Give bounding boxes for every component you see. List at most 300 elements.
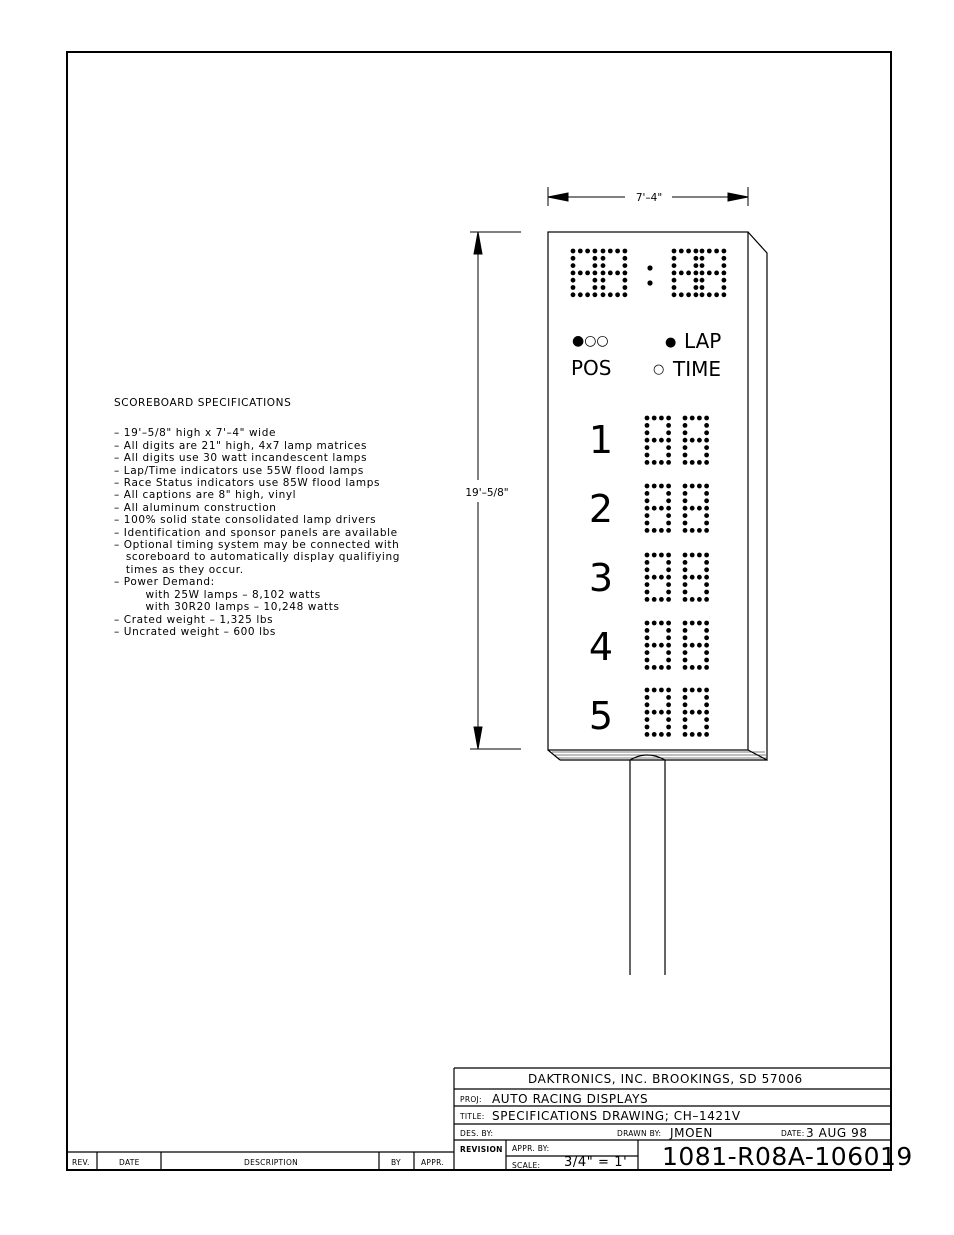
lamp-dot	[672, 249, 677, 254]
lamp-dot	[704, 430, 709, 435]
lamp-dot	[690, 528, 695, 533]
lamp-dot	[666, 423, 671, 428]
lamp-dot	[601, 292, 606, 297]
lamp-dot	[601, 271, 606, 276]
lamp-dot	[601, 278, 606, 283]
lamp-dot	[704, 460, 709, 465]
lamp-dot	[690, 506, 695, 511]
specification-line: – All aluminum construction	[114, 501, 277, 514]
lamp-dot	[704, 582, 709, 587]
lamp-dot	[623, 271, 628, 276]
lamp-dot	[585, 249, 590, 254]
lamp-dot	[666, 621, 671, 626]
lamp-dot	[652, 484, 657, 489]
lamp-dot	[666, 725, 671, 730]
lamp-dot	[623, 249, 628, 254]
lamp-dot	[683, 590, 688, 595]
lamp-dot	[645, 732, 650, 737]
date-label: DATE:	[781, 1129, 805, 1138]
lamp-dot	[659, 484, 664, 489]
specification-line: – 100% solid state consolidated lamp drivers	[114, 514, 377, 527]
lamp-dot	[666, 438, 671, 443]
lamp-dot	[666, 590, 671, 595]
lamp-dot	[666, 695, 671, 700]
lamp-dot	[704, 590, 709, 595]
lamp-dot	[683, 582, 688, 587]
lamp-dot	[704, 498, 709, 503]
lamp-dot	[704, 621, 709, 626]
lamp-dot	[659, 528, 664, 533]
lamp-dot	[722, 292, 727, 297]
lamp-dot	[659, 665, 664, 670]
lamp-dot	[690, 665, 695, 670]
by-column-header: BY	[391, 1158, 401, 1167]
lamp-dot	[683, 702, 688, 707]
lamp-dot	[666, 553, 671, 558]
lamp-dot	[697, 553, 702, 558]
lamp-dot	[645, 438, 650, 443]
lamp-dot	[645, 688, 650, 693]
lamp-dot	[704, 453, 709, 458]
lamp-dot	[659, 597, 664, 602]
time-caption: TIME	[673, 357, 722, 381]
lamp-dot	[683, 575, 688, 580]
lamp-dot	[683, 560, 688, 565]
lamp-dot	[652, 597, 657, 602]
lamp-dot	[683, 597, 688, 602]
lamp-dot	[679, 292, 684, 297]
lamp-dot	[714, 292, 719, 297]
lamp-dot	[652, 643, 657, 648]
lamp-dot	[645, 423, 650, 428]
lamp-dot	[666, 650, 671, 655]
lamp-dot	[623, 278, 628, 283]
lamp-dot	[683, 628, 688, 633]
lamp-dot	[704, 575, 709, 580]
lamp-dot	[666, 567, 671, 572]
approved-by-label: APPR. BY:	[512, 1144, 550, 1153]
approved-column-header: APPR.	[421, 1158, 445, 1167]
lamp-dot	[623, 285, 628, 290]
lamp-dot	[652, 710, 657, 715]
lamp-dot	[585, 271, 590, 276]
lamp-dot	[704, 665, 709, 670]
lamp-dot	[666, 643, 671, 648]
lamp-dot	[690, 575, 695, 580]
lamp-dot	[666, 575, 671, 580]
lamp-dot	[722, 249, 727, 254]
lamp-dot	[652, 416, 657, 421]
lamp-dot	[593, 285, 598, 290]
lamp-dot	[659, 460, 664, 465]
title-label: TITLE:	[460, 1112, 485, 1121]
lap-indicator-lamp: ●	[665, 335, 677, 350]
lamp-dot	[645, 430, 650, 435]
lamp-dot	[683, 665, 688, 670]
lamp-dot	[679, 249, 684, 254]
lamp-dot	[672, 292, 677, 297]
lamp-dot	[700, 278, 705, 283]
lamp-dot	[672, 263, 677, 268]
height-dimension-label: 19'–5/8"	[465, 487, 509, 499]
lamp-dot	[683, 650, 688, 655]
lamp-dot	[645, 725, 650, 730]
lamp-dot	[615, 292, 620, 297]
specification-line: – Lap/Time indicators use 55W flood lamps	[114, 464, 364, 477]
lamp-dot	[683, 460, 688, 465]
lamp-dot	[593, 263, 598, 268]
specification-line: with 25W lamps – 8,102 watts	[114, 588, 321, 601]
lamp-dot	[666, 710, 671, 715]
lamp-dot	[690, 643, 695, 648]
lamp-dot	[659, 732, 664, 737]
lamp-dot	[578, 249, 583, 254]
lamp-dot	[666, 560, 671, 565]
position-number: 1	[588, 418, 614, 462]
lamp-dot	[704, 521, 709, 526]
lamp-dot	[704, 416, 709, 421]
lamp-dot	[672, 278, 677, 283]
lamp-dot	[659, 621, 664, 626]
lap-caption: LAP	[684, 329, 722, 353]
lamp-dot	[666, 498, 671, 503]
lamp-dot	[666, 688, 671, 693]
specification-line: with 30R20 lamps – 10,248 watts	[114, 601, 340, 614]
lamp-dot	[645, 628, 650, 633]
lamp-dot	[704, 484, 709, 489]
lamp-dot	[683, 717, 688, 722]
position-number: 4	[588, 625, 614, 669]
scale-label: SCALE:	[512, 1161, 541, 1170]
lamp-dot	[615, 249, 620, 254]
lamp-dot	[645, 506, 650, 511]
lamp-dot	[683, 658, 688, 663]
lamp-dot	[697, 688, 702, 693]
date-value: 3 AUG 98	[806, 1126, 868, 1140]
lamp-dot	[608, 249, 613, 254]
lamp-dot	[645, 416, 650, 421]
lamp-dot	[666, 702, 671, 707]
lamp-dot	[683, 484, 688, 489]
description-column-header: DESCRIPTION	[244, 1158, 299, 1167]
lamp-dot	[704, 695, 709, 700]
lamp-dot	[683, 732, 688, 737]
specification-line: – 19'–5/8" high x 7'–4" wide	[114, 427, 277, 440]
lamp-dot	[704, 628, 709, 633]
lamp-dot	[722, 285, 727, 290]
lamp-dot	[666, 717, 671, 722]
lamp-dot	[645, 710, 650, 715]
lamp-dot	[683, 528, 688, 533]
position-number: 2	[588, 487, 614, 531]
lamp-dot	[697, 732, 702, 737]
lamp-dot	[645, 650, 650, 655]
lamp-dot	[697, 484, 702, 489]
width-dimension-label: 7'–4"	[635, 192, 663, 204]
lamp-dot	[645, 635, 650, 640]
lamp-dot	[578, 292, 583, 297]
lamp-dot	[683, 445, 688, 450]
lamp-dot	[704, 658, 709, 663]
lamp-dot	[683, 567, 688, 572]
lamp-dot	[608, 271, 613, 276]
company-header: DAKTRONICS, INC. BROOKINGS, SD 57006	[528, 1072, 803, 1086]
specification-line: – All captions are 8" high, vinyl	[114, 489, 297, 502]
lamp-dot	[694, 285, 699, 290]
lamp-dot	[623, 256, 628, 261]
lamp-dot	[683, 688, 688, 693]
specifications-title: SCOREBOARD SPECIFICATIONS	[114, 397, 292, 409]
lamp-dot	[666, 665, 671, 670]
revision-column-header: REV.	[72, 1158, 90, 1167]
lamp-dot	[704, 445, 709, 450]
lamp-dot	[697, 665, 702, 670]
lamp-dot	[683, 430, 688, 435]
lamp-dot	[672, 271, 677, 276]
lamp-dot	[683, 423, 688, 428]
specification-line: scoreboard to automatically display qualifiying	[114, 551, 400, 564]
lamp-dot	[652, 460, 657, 465]
lamp-dot	[666, 582, 671, 587]
lamp-dot	[645, 453, 650, 458]
specification-line: times as they occur.	[114, 563, 244, 576]
drawn-by-label: DRAWN BY:	[617, 1129, 662, 1138]
lamp-dot	[645, 560, 650, 565]
lamp-dot	[683, 553, 688, 558]
lamp-dot	[694, 263, 699, 268]
lamp-dot	[700, 256, 705, 261]
lamp-dot	[704, 506, 709, 511]
lamp-dot	[690, 732, 695, 737]
lamp-dot	[683, 725, 688, 730]
lamp-dot	[623, 292, 628, 297]
lamp-dot	[704, 635, 709, 640]
lamp-dot	[694, 271, 699, 276]
lamp-dot	[704, 491, 709, 496]
lamp-dot	[722, 256, 727, 261]
lamp-dot	[571, 292, 576, 297]
lamp-dot	[686, 292, 691, 297]
lamp-dot	[645, 717, 650, 722]
lamp-dot	[578, 271, 583, 276]
lamp-dot	[615, 271, 620, 276]
project-label: PROJ:	[460, 1095, 482, 1104]
lamp-dot	[697, 643, 702, 648]
lamp-dot	[666, 484, 671, 489]
lamp-dot	[571, 285, 576, 290]
lamp-dot	[593, 278, 598, 283]
position-number: 5	[588, 694, 614, 738]
lamp-dot	[683, 695, 688, 700]
specification-line: – Race Status indicators use 85W flood lamps	[114, 477, 381, 490]
lamp-dot	[666, 430, 671, 435]
lamp-dot	[666, 416, 671, 421]
lamp-dot	[645, 521, 650, 526]
lamp-dot	[652, 528, 657, 533]
lamp-dot	[666, 521, 671, 526]
specification-line: – All digits use 30 watt incandescent lamps	[114, 452, 368, 465]
lamp-dot	[690, 460, 695, 465]
specification-line: – Identification and sponsor panels are available	[114, 526, 398, 539]
position-number: 3	[588, 556, 614, 600]
lamp-dot	[704, 423, 709, 428]
lamp-dot	[571, 256, 576, 261]
lamp-dot	[593, 271, 598, 276]
lamp-dot	[704, 650, 709, 655]
designed-by-label: DES. BY:	[460, 1129, 494, 1138]
project-name: AUTO RACING DISPLAYS	[492, 1092, 649, 1106]
lamp-dot	[683, 506, 688, 511]
lamp-dot	[690, 597, 695, 602]
lamp-dot	[683, 513, 688, 518]
lamp-dot	[645, 621, 650, 626]
lamp-dot	[645, 513, 650, 518]
lamp-dot	[659, 575, 664, 580]
lamp-dot	[690, 710, 695, 715]
lamp-dot	[601, 263, 606, 268]
lamp-dot	[697, 438, 702, 443]
date-column-header: DATE	[119, 1158, 140, 1167]
lamp-dot	[690, 688, 695, 693]
pos-caption: POS	[571, 356, 612, 380]
lamp-dot	[694, 249, 699, 254]
specification-line: – All digits are 21" high, 4x7 lamp matrices	[114, 439, 368, 452]
lamp-dot	[683, 416, 688, 421]
lamp-dot	[697, 506, 702, 511]
lamp-dot	[645, 445, 650, 450]
lamp-dot	[686, 249, 691, 254]
lamp-dot	[704, 688, 709, 693]
lamp-dot	[645, 590, 650, 595]
lamp-dot	[704, 597, 709, 602]
lamp-dot	[645, 498, 650, 503]
lamp-dot	[714, 271, 719, 276]
position-indicator-lamps: ●○○	[572, 333, 609, 349]
lamp-dot	[645, 695, 650, 700]
lamp-dot	[714, 249, 719, 254]
lamp-dot	[645, 567, 650, 572]
lamp-dot	[683, 491, 688, 496]
lamp-dot	[571, 271, 576, 276]
scoreboard-cabinet	[548, 232, 767, 760]
lamp-dot	[666, 453, 671, 458]
lamp-dot	[704, 567, 709, 572]
support-pole	[630, 755, 665, 975]
lamp-dot	[704, 702, 709, 707]
lamp-dot	[683, 438, 688, 443]
lamp-dot	[704, 513, 709, 518]
lamp-dot	[700, 292, 705, 297]
lamp-dot	[707, 249, 712, 254]
lamp-dot	[697, 416, 702, 421]
lamp-dot	[652, 688, 657, 693]
lamp-dot	[666, 597, 671, 602]
lamp-dot	[645, 575, 650, 580]
lamp-dot	[704, 725, 709, 730]
lamp-dot	[645, 491, 650, 496]
lamp-dot	[666, 628, 671, 633]
lamp-dot	[686, 271, 691, 276]
lamp-dot	[683, 621, 688, 626]
lamp-dot	[585, 292, 590, 297]
lamp-dot	[645, 582, 650, 587]
lamp-dot	[672, 285, 677, 290]
lamp-dot	[683, 521, 688, 526]
lamp-dot	[722, 278, 727, 283]
lamp-dot	[659, 710, 664, 715]
lamp-dot	[704, 528, 709, 533]
clock-colon-lamp	[647, 280, 652, 285]
lamp-dot	[645, 702, 650, 707]
lamp-dot	[593, 292, 598, 297]
lamp-dot	[645, 484, 650, 489]
lamp-dot	[652, 506, 657, 511]
lamp-dot	[645, 658, 650, 663]
lamp-dot	[652, 621, 657, 626]
lamp-dot	[666, 460, 671, 465]
drawing-title: SPECIFICATIONS DRAWING; CH–1421V	[492, 1109, 741, 1123]
lamp-dot	[666, 513, 671, 518]
lamp-dot	[679, 271, 684, 276]
lamp-dot	[697, 575, 702, 580]
lamp-dot	[666, 658, 671, 663]
lamp-dot	[666, 506, 671, 511]
lamp-dot	[645, 528, 650, 533]
lamp-dot	[704, 553, 709, 558]
specification-line: – Optional timing system may be connected with	[114, 539, 400, 552]
lamp-dot	[645, 597, 650, 602]
lamp-dot	[694, 278, 699, 283]
lamp-dot	[652, 575, 657, 580]
lamp-dot	[700, 271, 705, 276]
lamp-dot	[645, 643, 650, 648]
lamp-dot	[571, 249, 576, 254]
lamp-dot	[697, 460, 702, 465]
time-indicator-lamp: ○	[653, 362, 665, 377]
lamp-dot	[601, 249, 606, 254]
lamp-dot	[704, 560, 709, 565]
lamp-dot	[697, 528, 702, 533]
lamp-dot	[645, 460, 650, 465]
lamp-dot	[690, 553, 695, 558]
lamp-dot	[666, 732, 671, 737]
lamp-dot	[707, 271, 712, 276]
scale-value: 3/4" = 1'	[564, 1155, 628, 1170]
lamp-dot	[683, 498, 688, 503]
lamp-dot	[690, 484, 695, 489]
lamp-dot	[683, 635, 688, 640]
lamp-dot	[704, 438, 709, 443]
lamp-dot	[722, 263, 727, 268]
lamp-dot	[704, 732, 709, 737]
specification-line: – Uncrated weight – 600 lbs	[114, 625, 276, 638]
drawn-by-value: JMOEN	[670, 1126, 713, 1140]
lamp-dot	[645, 553, 650, 558]
lamp-dot	[690, 438, 695, 443]
lamp-dot	[652, 732, 657, 737]
lamp-dot	[659, 506, 664, 511]
lamp-dot	[700, 285, 705, 290]
lamp-dot	[683, 643, 688, 648]
lamp-dot	[659, 688, 664, 693]
drawing-number: 1081-R08A-106019	[662, 1142, 913, 1171]
lamp-dot	[683, 710, 688, 715]
lamp-dot	[645, 665, 650, 670]
lamp-dot	[697, 621, 702, 626]
lamp-dot	[593, 249, 598, 254]
lamp-dot	[690, 621, 695, 626]
lamp-dot	[601, 256, 606, 261]
